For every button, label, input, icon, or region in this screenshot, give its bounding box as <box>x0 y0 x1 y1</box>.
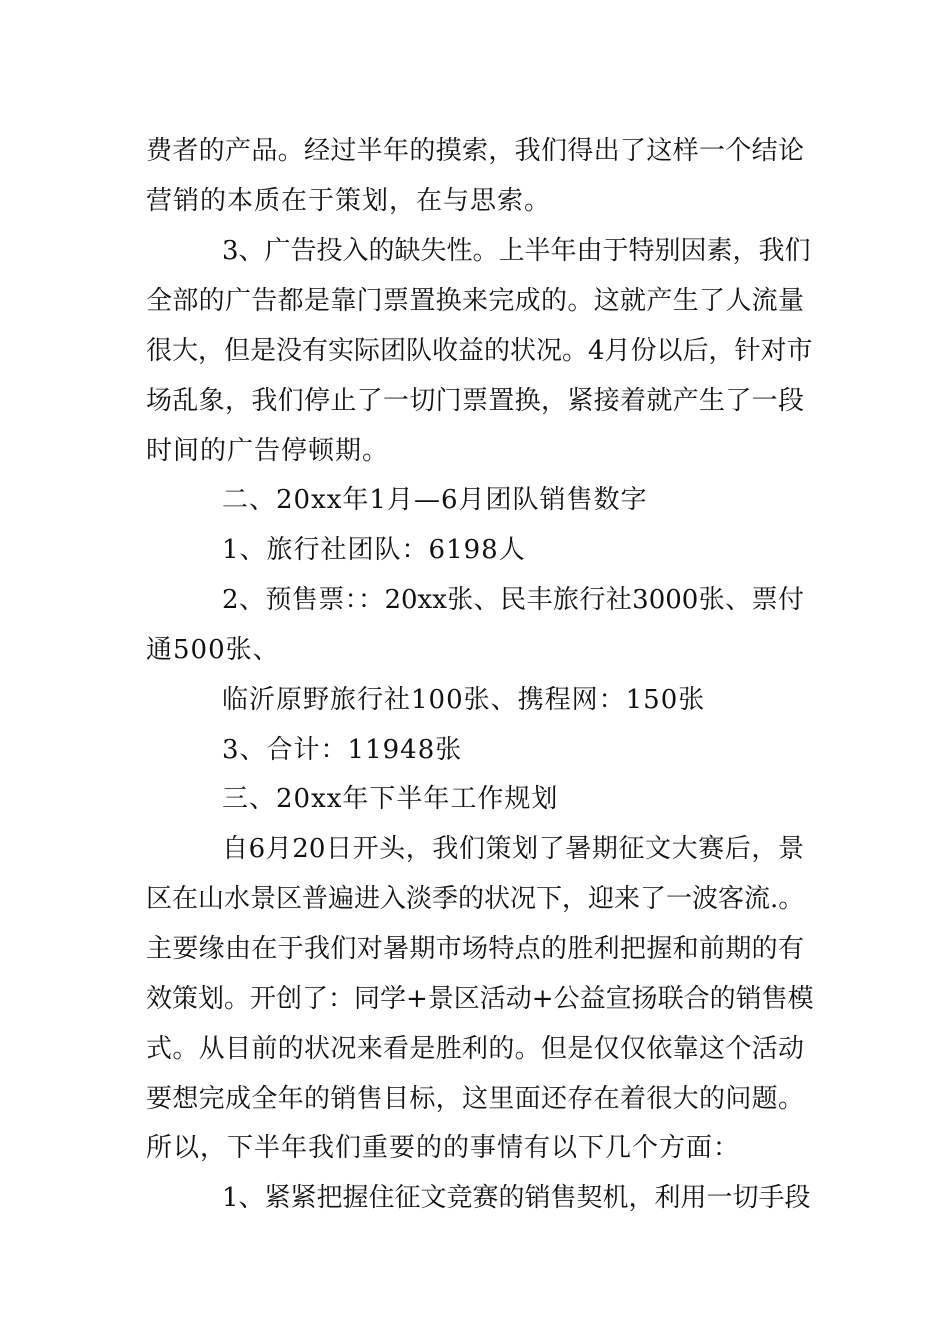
list-item: 3、合计：11948张 <box>222 735 463 765</box>
paragraph-line: 营销的本质在于策划，在与思索。 <box>146 186 552 216</box>
paragraph-line: 主要缘由在于我们对暑期市场特点的胜利把握和前期的有 <box>146 934 804 964</box>
list-item: 1、紧紧把握住征文竞赛的销售契机，利用一切手段 <box>222 1183 811 1213</box>
paragraph-line: 区在山水景区普遍进入淡季的状况下，迎来了一波客流.。 <box>146 884 805 914</box>
list-item: 临沂原野旅行社100张、携程网：150张 <box>222 685 706 715</box>
paragraph-line: 要想完成全年的销售目标，这里面还存在着很大的问题。 <box>146 1084 804 1114</box>
paragraph-line: 很大，但是没有实际团队收益的状况。4月份以后，针对市 <box>146 336 813 366</box>
list-item: 2、预售票：：20xx张、民丰旅行社3000张、票付 <box>222 585 804 615</box>
section-heading: 二、20xx年1月—6月团队销售数字 <box>222 485 648 515</box>
paragraph-line: 效策划。开创了：同学+景区活动+公益宣扬联合的销售模 <box>146 984 814 1014</box>
paragraph-line: 时间的广告停顿期。 <box>146 436 390 466</box>
paragraph-line: 通500张、 <box>146 635 280 665</box>
paragraph-line: 费者的产品。经过半年的摸索，我们得出了这样一个结论 <box>146 136 804 166</box>
section-heading: 三、20xx年下半年工作规划 <box>222 784 559 814</box>
paragraph-line: 场乱象，我们停止了一切门票置换，紧接着就产生了一段 <box>146 386 804 416</box>
paragraph-line: 所以，下半年我们重要的的事情有以下几个方面： <box>146 1133 741 1163</box>
paragraph-line: 全部的广告都是靠门票置换来完成的。这就产生了人流量 <box>146 286 804 316</box>
list-item: 1、旅行社团队：6198人 <box>222 535 526 565</box>
paragraph-line: 式。从目前的状况来看是胜利的。但是仅仅依靠这个活动 <box>146 1034 804 1064</box>
paragraph-line: 自6月20日开头，我们策划了暑期征文大赛后，景 <box>222 834 804 864</box>
paragraph-line: 3、广告投入的缺失性。上半年由于特别因素，我们 <box>222 236 811 266</box>
